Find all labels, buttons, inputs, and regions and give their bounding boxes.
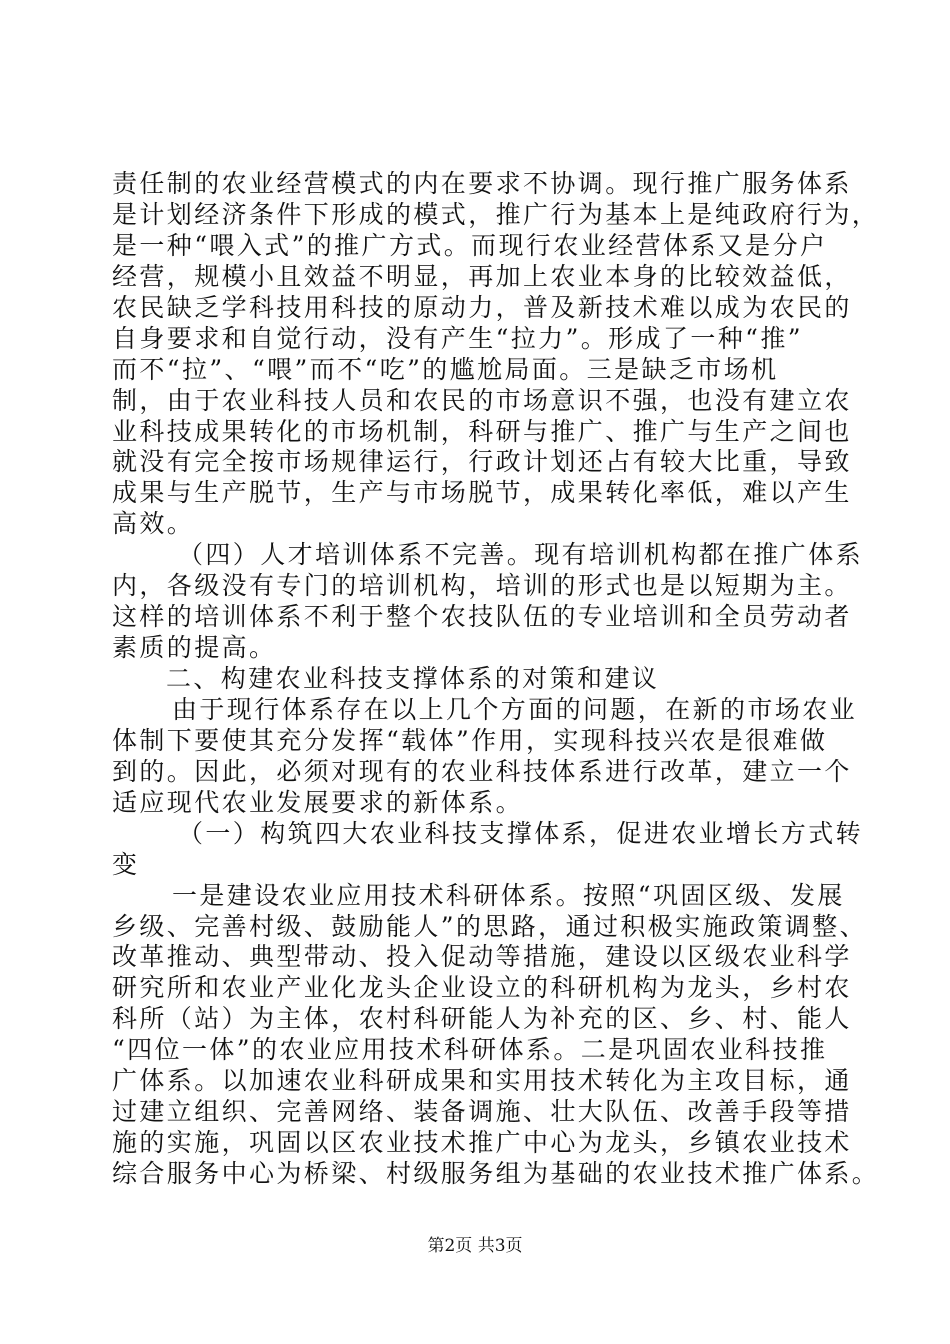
- text-line: 科所（站）为主体，农村科研能人为补充的区、乡、村、能人: [112, 1004, 852, 1033]
- text-line: 这样的培训体系不利于整个农技队伍的专业培训和全员劳动者: [112, 602, 852, 631]
- page-footer: 第2页 共3页: [427, 1236, 523, 1256]
- text-line: 改革推动、典型带动、投入促动等措施，建设以区级农业科学: [112, 942, 852, 971]
- section-heading: （四）人才培训体系不完善。现有培训机构都在推广体系: [178, 540, 864, 569]
- text-line: “四位一体”的农业应用技术科研体系。二是巩固农业科技推: [112, 1035, 828, 1064]
- text-line: 到的。因此，必须对现有的农业科技体系进行改革，建立一个: [112, 757, 852, 786]
- text-line: 适应现代农业发展要求的新体系。: [112, 788, 524, 817]
- text-line: 变: [112, 850, 140, 879]
- section-heading: 二、构建农业科技支撑体系的对策和建议: [166, 664, 660, 693]
- text-line: 广体系。以加速农业科研成果和实用技术转化为主攻目标，通: [112, 1066, 852, 1095]
- text-line: 成果与生产脱节，生产与市场脱节，成果转化率低，难以产生: [112, 478, 852, 507]
- text-line: 内，各级没有专门的培训机构，培训的形式也是以短期为主。: [112, 571, 852, 600]
- text-line: 就没有完全按市场规律运行，行政计划还占有较大比重，导致: [112, 447, 852, 476]
- text-line: 一是建设农业应用技术科研体系。按照“巩固区级、发展: [172, 881, 845, 910]
- text-line: 是计划经济条件下形成的模式，推广行为基本上是纯政府行为，: [112, 200, 880, 229]
- text-line: 乡级、完善村级、鼓励能人”的思路，通过积极实施政策调整、: [112, 912, 867, 941]
- text-line: 研究所和农业产业化龙头企业设立的科研机构为龙头，乡村农: [112, 973, 852, 1002]
- text-line: 自身要求和自觉行动，没有产生“拉力”。形成了一种“推”: [112, 324, 803, 353]
- text-line: 综合服务中心为桥梁、村级服务组为基础的农业技术推广体系。: [112, 1159, 880, 1188]
- text-line: 而不“拉”、“喂”而不“吃”的尴尬局面。三是缺乏市场机: [112, 355, 779, 384]
- text-line: 过建立组织、完善网络、装备调施、壮大队伍、改善手段等措: [112, 1097, 852, 1126]
- text-line: 经营，规模小且效益不明显，再加上农业本身的比较效益低，: [112, 262, 852, 291]
- text-line: 业科技成果转化的市场机制，科研与推广、推广与生产之间也: [112, 417, 852, 446]
- text-line: 体制下要使其充分发挥“载体”作用，实现科技兴农是很难做: [112, 726, 828, 755]
- text-line: 由于现行体系存在以上几个方面的问题，在新的市场农业: [172, 695, 858, 724]
- text-line: 责任制的农业经营模式的内在要求不协调。现行推广服务体系: [112, 169, 852, 198]
- text-line: 制，由于农业科技人员和农民的市场意识不强，也没有建立农: [112, 386, 852, 415]
- text-line: 施的实施，巩固以区农业技术推广中心为龙头，乡镇农业技术: [112, 1128, 852, 1157]
- text-line: 农民缺乏学科技用科技的原动力，普及新技术难以成为农民的: [112, 293, 852, 322]
- section-heading: （一）构筑四大农业科技支撑体系，促进农业增长方式转: [178, 819, 864, 848]
- text-line: 高效。: [112, 509, 195, 538]
- text-line: 是一种“喂入式”的推广方式。而现行农业经营体系又是分户: [112, 231, 828, 260]
- text-line: 素质的提高。: [112, 633, 277, 662]
